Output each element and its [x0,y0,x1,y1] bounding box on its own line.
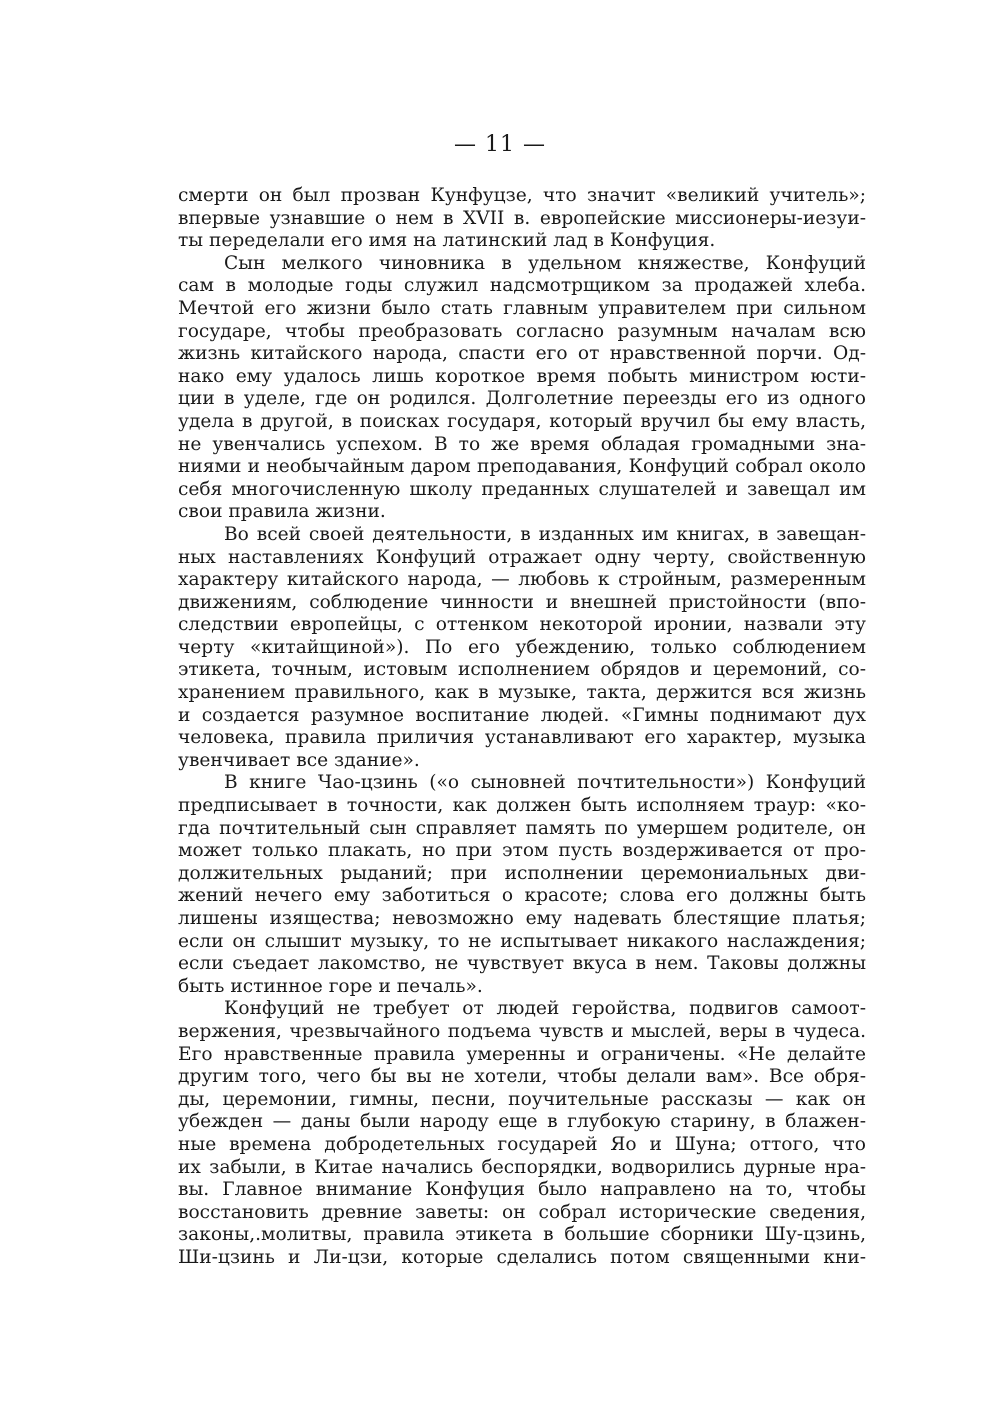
text-line: характеру китайского народа, — любовь к стройным, размеренным [178,569,866,591]
text-line: Ши-цзинь и Ли-цзи, которые сделались потом священными кни- [178,1246,866,1268]
text-line: этикета, точным, истовым исполнением обрядов и церемоний, со- [178,659,866,681]
text-line: человека, правила приличия устанавливают его характер, музыка [178,727,866,749]
body-text [178,185,866,1270]
text-line: следствии европейцы, с оттенком некоторой иронии, назвали эту [178,614,866,636]
text-line: законы,.молитвы, правила этикета в большие сборники Шу-цзинь, [178,1224,866,1246]
text-line: если он слышит музыку, то не испытывает никакого наслаждения; [178,930,866,952]
text-line: вы. Главное внимание Конфуция было направлено на то, чтобы [178,1179,866,1201]
paragraph [178,524,866,773]
text-line: должительных рыданий; при исполнении церемониальных дви- [178,862,866,884]
text-line: Сын мелкого чиновника в удельном княжестве, Конфуций [224,252,866,274]
text-line: лишены изящества; невозможно ему надевать блестящие платья; [178,908,866,929]
text-line: жизнь китайского народа, спасти его от нравственной порчи. Од- [178,343,866,365]
text-line: жений нечего ему заботиться о красоте; слова его должны быть [178,885,866,907]
text-line: черту «китайщиной»). По его убеждению, только соблюдением [178,636,866,658]
text-line: и создается разумное воспитание людей. «Гимны поднимают дух [178,704,866,726]
paragraph [178,253,866,524]
paragraph [178,185,866,253]
text-line: ные времена добродетельных государей Яо и Шуна; оттого, что [178,1133,866,1155]
paragraph [178,998,866,1269]
text-line: гда почтительный сын справляет память по умершем родителе, он [178,817,866,839]
text-line: Мечтой его жизни было стать главным управителем при сильном [178,297,866,319]
text-line: впервые узнавшие о нем в XVII в. европейские миссионеры-иезуи- [178,207,866,229]
text-line: быть истинное горе и печаль». [178,975,483,997]
text-line: нако ему удалось лишь короткое время побыть министром юсти- [178,365,866,387]
page-number: — 11 — [454,132,546,157]
text-line: ды, церемонии, гимны, песни, поучительные рассказы — как он [178,1088,866,1110]
text-line: не увенчались успехом. В то же время обладая громадными зна- [178,433,866,455]
text-line: ниями и необычайным даром преподавания, Конфуций собрал около [178,456,866,478]
text-line: свои правила жизни. [178,501,386,523]
text-line: смерти он был прозван Кунфуцзе, что значит «великий учитель»; [178,185,866,206]
text-line: сам в молодые годы служил надсмотрщиком за продажей хлеба. [178,275,866,297]
text-line: удела в другой, в поисках государя, который вручил бы ему власть, [178,410,866,432]
text-line: В книге Чао-цзинь («о сыновней почтительности») Конфуций [224,772,866,794]
text-line: ты переделали его имя на латинский лад в Конфуция. [178,230,716,252]
text-line: себя многочисленную школу преданных слушателей и завещал им [178,478,866,500]
text-line: Конфуций не требует от людей геройства, подвигов самоот- [224,998,866,1020]
text-line: восстановить древние заветы: он собрал исторические сведения, [178,1201,866,1223]
text-line: предписывает в точности, как должен быть исполняем траур: «ко- [178,795,866,817]
text-line: если съедает лакомство, не чувствует вкуса в нем. Таковы должны [178,953,866,975]
text-line: Его нравственные правила умеренны и ограничены. «Не делайте [178,1043,866,1065]
text-line: убежден — даны были народу еще в глубокую старину, в блажен- [178,1111,866,1133]
text-line: их забыли, в Китае начались беспорядки, водворились дурные нра- [178,1156,866,1178]
text-line: другим того, чего бы вы не хотели, чтобы делали вам». Все обря- [178,1066,866,1088]
paragraph [178,772,866,998]
text-line: государе, чтобы преобразовать согласно разумным началам всю [178,320,866,342]
text-line: увенчивает все здание». [178,749,420,771]
text-line: Во всей своей деятельности, в изданных им книгах, в завещан- [224,523,866,545]
text-line: может только плакать, но при этом пусть воздерживается от про- [178,840,866,862]
text-line: ных наставлениях Конфуций отражает одну черту, свойственную [178,546,866,568]
text-line: хранением правильного, как в музыке, такта, держится вся жизнь [178,682,866,704]
text-line: вержения, чрезвычайного подъема чувств и мыслей, веры в чудеса. [178,1020,866,1042]
text-line: ции в уделе, где он родился. Долголетние переезды его из одного [178,388,866,410]
text-line: движениям, соблюдение чинности и внешней пристойности (впо- [178,591,866,613]
